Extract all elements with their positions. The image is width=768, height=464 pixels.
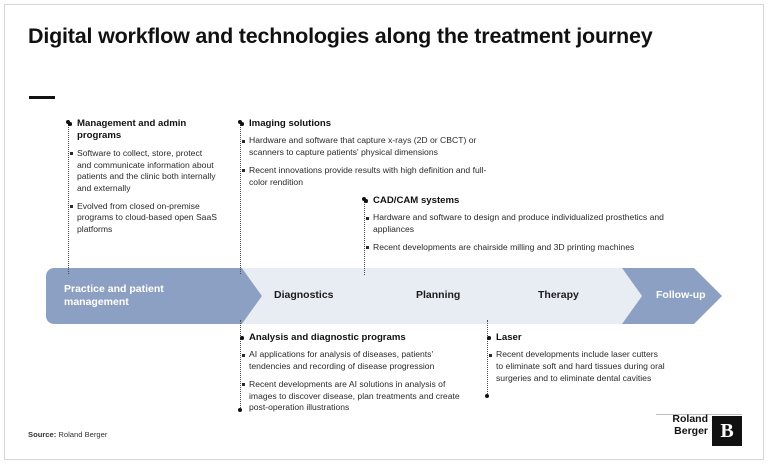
callout-item: Evolved from closed on-premise programs to cloud-based open SaaS platforms <box>68 201 218 236</box>
callout-items <box>240 135 502 188</box>
process-step-follow-up[interactable] <box>636 268 726 324</box>
process-step-practice-and-patient-management[interactable] <box>64 268 244 324</box>
callout-item: AI applications for analysis of diseases, patients' tendencies and recording of disease progression <box>240 349 472 372</box>
logo-mark-icon: B <box>712 416 742 446</box>
logo-line-2: Berger <box>674 424 708 437</box>
callout-heading: Imaging solutions <box>240 118 502 130</box>
process-step-label: Therapy <box>538 289 579 302</box>
logo-wordmark <box>672 414 708 438</box>
callout-heading: Management and admin programs <box>68 118 218 143</box>
process-flow <box>46 268 722 324</box>
logo-line-1: Roland <box>672 413 708 425</box>
process-step-label: Follow-up <box>656 289 706 302</box>
callout-item: Software to collect, store, protect and communicate information about patients and the clinic both internally and externally <box>68 148 218 195</box>
callout-item: Hardware and software to design and produce individualized prosthetics and appliances <box>364 212 676 235</box>
callout-items <box>240 349 472 413</box>
callout-management-and-admin-programs <box>68 118 218 242</box>
callout-item: Recent innovations provide results with high definition and full-color rendition <box>240 165 502 188</box>
title-underline-rule <box>29 96 55 99</box>
callout-item: Recent developments are chairside milling and 3D printing machines <box>364 242 676 254</box>
process-step-diagnostics[interactable] <box>274 268 394 324</box>
source-value: Roland Berger <box>58 430 108 439</box>
process-step-label: Diagnostics <box>274 289 334 302</box>
callout-item: Recent developments include laser cutters to eliminate soft and hard tissues during oral surgeries and to eliminate dental cavities <box>487 349 667 384</box>
page-title: Digital workflow and technologies along the treatment journey <box>28 24 653 48</box>
callout-laser <box>487 332 667 391</box>
callout-item: Recent developments are AI solutions in analysis of images to discover disease, plan treatments and create post-operation illustrations <box>240 379 472 414</box>
process-step-therapy[interactable] <box>516 268 636 324</box>
source-note <box>28 430 107 439</box>
callout-heading: CAD/CAM systems <box>364 195 676 207</box>
callout-items <box>68 148 218 236</box>
callout-item: Hardware and software that capture x-rays (2D or CBCT) or scanners to capture patients' physical dimensions <box>240 135 502 158</box>
roland-berger-logo <box>656 414 742 448</box>
callout-items <box>364 212 676 253</box>
source-label: Source: <box>28 430 57 439</box>
callout-heading: Analysis and diagnostic programs <box>240 332 472 344</box>
process-step-label: Planning <box>416 289 461 302</box>
callout-heading: Laser <box>487 332 667 344</box>
process-step-label: Practice and patient management <box>64 282 164 308</box>
process-step-planning[interactable] <box>396 268 516 324</box>
callout-imaging-solutions <box>240 118 502 194</box>
callout-analysis-and-diagnostic-programs <box>240 332 472 420</box>
callout-items <box>487 349 667 384</box>
leader-dot-laser <box>485 394 489 398</box>
callout-cad-cam-systems <box>364 195 676 260</box>
